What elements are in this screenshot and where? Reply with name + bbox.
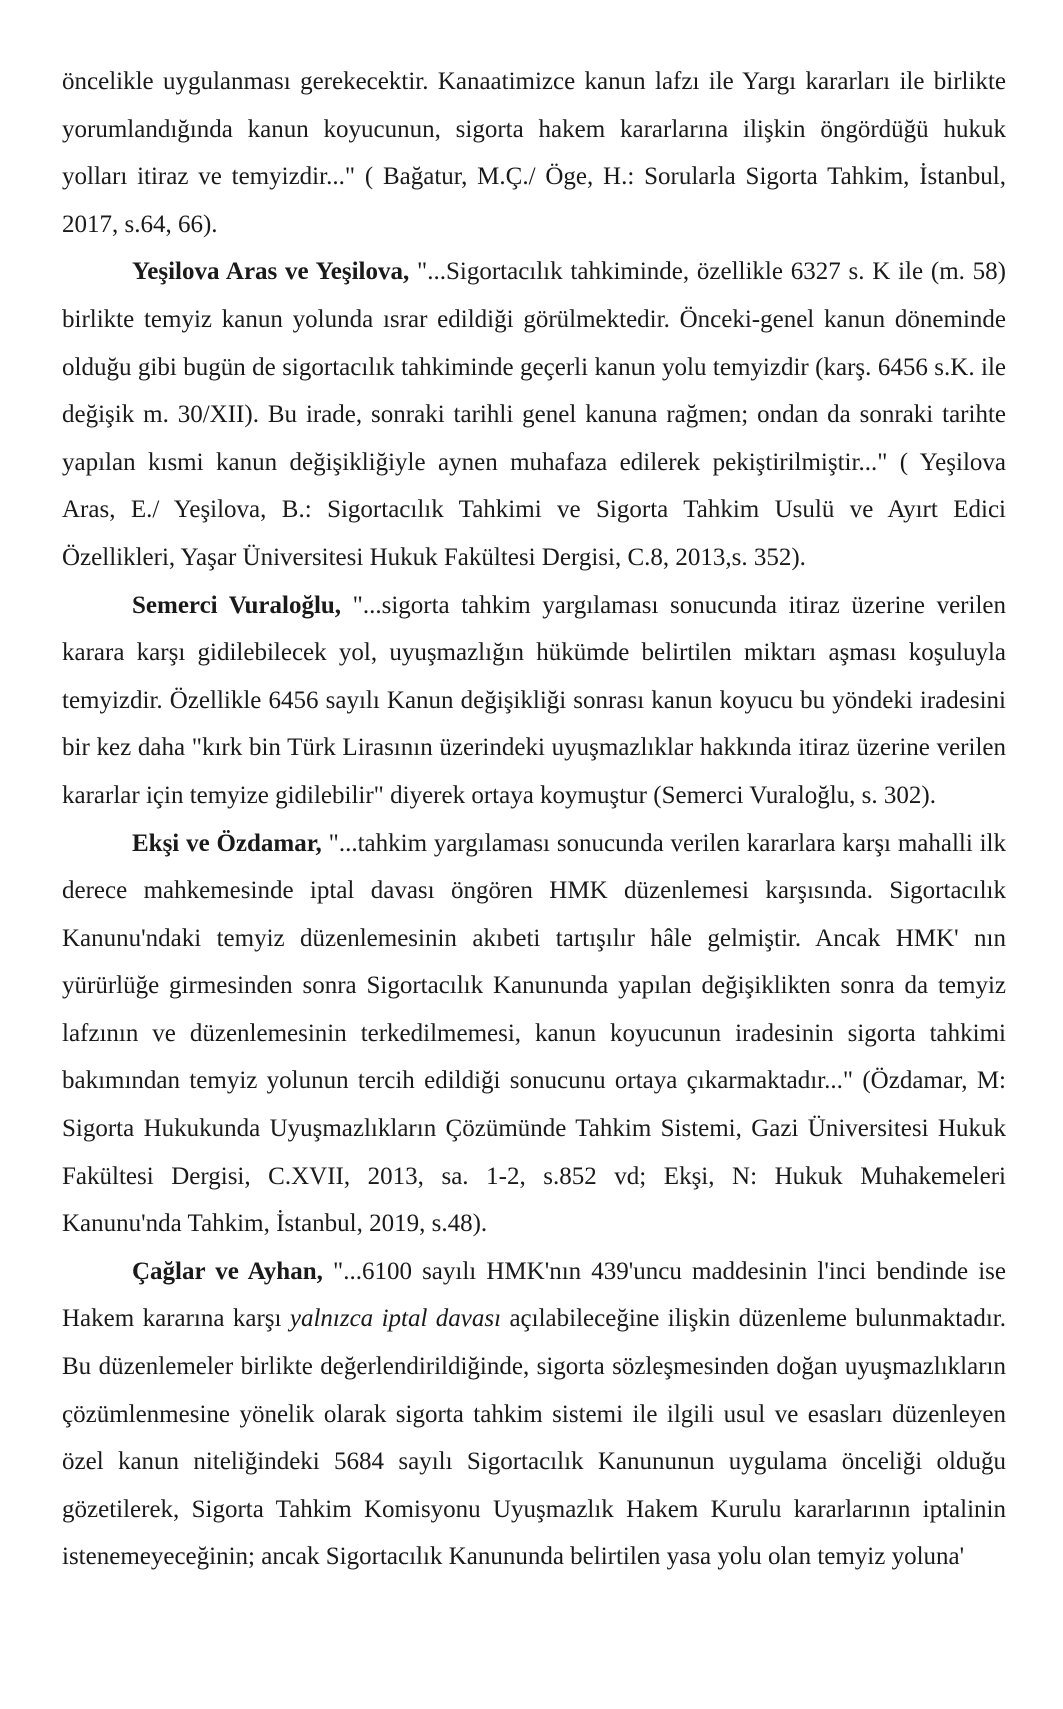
paragraph-eksi [62, 820, 1006, 1248]
paragraph-continuation [62, 58, 1006, 248]
paragraph-text: "...6100 sayılı HMK'nın 439'uncu maddesinin l'inci bendinde ise Hakem kararına karşı [62, 1257, 1006, 1333]
document-body [62, 58, 1006, 1581]
author-name: Çağlar ve Ayhan, [132, 1257, 323, 1285]
paragraph-semerci [62, 582, 1006, 820]
author-name: Yeşilova Aras ve Yeşilova, [132, 258, 410, 286]
author-name: Ekşi ve Özdamar, [132, 829, 322, 857]
emphasized-text: yalnızca iptal davası [289, 1305, 502, 1333]
paragraph-text: "...Sigortacılık tahkiminde, özellikle 6327 s. K ile (m. 58) birlikte temyiz kanun yolunda ısrar edildiği görülmektedir. Önceki-genel kanun döneminde olduğu gibi bugün de sigortacılık tahkiminde geçerli kanun yolu temyizdir (karş. 6456 s.K. ile değişik m. 30/XII). Bu irade, sonraki tarihli genel kanuna rağmen; ondan da sonraki tarihte yapılan kısmi kanun değişikliğiyle aynen muhafaza edilerek pekiştirilmiştir..." ( Yeşilova Aras, E./ Yeşilova, B.: Sigortacılık Tahkimi ve Sigorta Tahkim Usulü ve Ayırt Edici Özellikleri, Yaşar Üniversitesi Hukuk Fakültesi Dergisi, C.8, 2013,s. 352). [62, 258, 1006, 571]
paragraph-text: "...sigorta tahkim yargılaması sonucunda itiraz üzerine verilen karara karşı gidilebilecek yol, uyuşmazlığın hükümde belirtilen miktarı aşması koşuluyla temyizdir. Özellikle 6456 sayılı Kanun değişikliği sonrası kanun koyucu bu yöndeki iradesini bir kez daha "kırk bin Türk Lirasının üzerindeki uyuşmazlıklar hakkında itiraz üzerine verilen kararlar için temyize gidilebilir" diyerek ortaya koymuştur (Semerci Vuraloğlu, s. 302). [62, 591, 1006, 809]
author-name: Semerci Vuraloğlu, [132, 591, 342, 619]
paragraph-text: öncelikle uygulanması gerekecektir. Kanaatimizce kanun lafzı ile Yargı kararları ile birlikte yorumlandığında kanun koyucunun, sigorta hakem kararlarına ilişkin öngördüğü hukuk yolları itiraz ve temyizdir..." ( Bağatur, M.Ç./ Öge, H.: Sorularla Sigorta Tahkim, İstanbul, 2017, s.64, 66). [62, 68, 1006, 238]
paragraph-caglar [62, 1248, 1006, 1581]
paragraph-text: "...tahkim yargılaması sonucunda verilen kararlara karşı mahalli ilk derece mahkemesinde iptal davası öngören HMK düzenlemesi karşısında. Sigortacılık Kanunu'ndaki temyiz düzenlemesinin akıbeti tartışılır hâle gelmiştir. Ancak HMK' nın yürürlüğe girmesinden sonra Sigortacılık Kanununda yapılan değişiklikten sonra da temyiz lafzının ve düzenlemesinin terkedilmemesi, kanun koyucunun iradesinin sigorta tahkimi bakımından temyiz yolunun tercih edildiği sonucunu ortaya çıkarmaktadır..." (Özdamar, M: Sigorta Hukukunda Uyuşmazlıkların Çözümünde Tahkim Sistemi, Gazi Üniversitesi Hukuk Fakültesi Dergisi, C.XVII, 2013, sa. 1-2, s.852 vd; Ekşi, N: Hukuk Muhakemeleri Kanunu'nda Tahkim, İstanbul, 2019, s.48). [62, 829, 1007, 1238]
paragraph-yesilova [62, 248, 1006, 581]
paragraph-text: açılabileceğine ilişkin düzenleme bulunmaktadır. Bu düzenlemeler birlikte değerlendirildiğinde, sigorta sözleşmesinden doğan uyuşmazlıkların çözümlenmesine yönelik olarak sigorta tahkim sistemi ile ilgili usul ve esasları düzenleyen özel kanun niteliğindeki 5684 sayılı Sigortacılık Kanununun uygulama önceliği olduğu gözetilerek, Sigorta Tahkim Komisyonu Uyuşmazlık Hakem Kurulu kararlarının iptalinin istenemeyeceğinin; ancak Sigortacılık Kanununda belirtilen yasa yolu olan temyiz yoluna' [62, 1305, 1006, 1571]
